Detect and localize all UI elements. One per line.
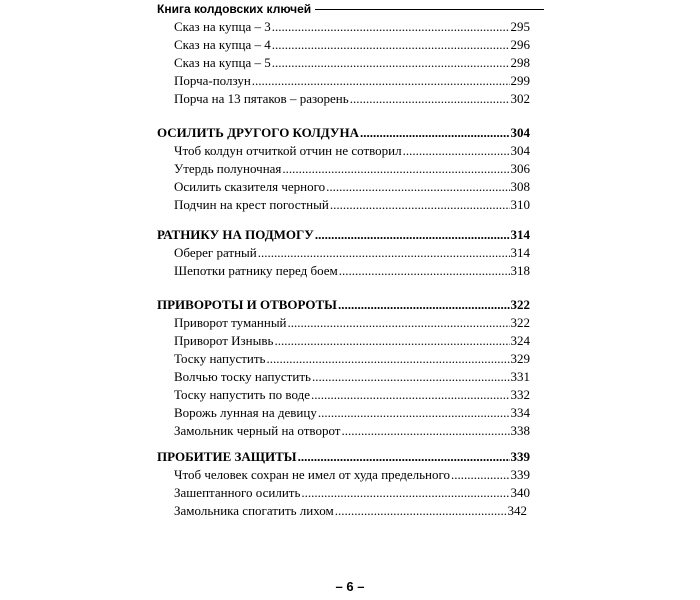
page-ref: 342 <box>507 503 527 518</box>
entry-title: Волчью тоску напустить <box>174 369 311 384</box>
page-ref: 339 <box>510 467 530 482</box>
page-ref: 314 <box>510 245 530 260</box>
page-ref: 334 <box>510 405 530 420</box>
dot-leader <box>272 37 510 53</box>
page-ref: 304 <box>510 143 530 158</box>
entry-title: Порча-ползун <box>174 73 251 88</box>
entry-title: Ворожь лунная на девицу <box>174 405 317 420</box>
dot-leader <box>301 485 509 501</box>
dot-leader <box>339 263 510 279</box>
entry-title: Замольник черный на отворот <box>174 423 341 438</box>
dot-leader <box>326 179 509 195</box>
entry-title: Приворот Изнывь <box>174 333 274 348</box>
toc-entry-row <box>174 91 530 109</box>
page-ref: 338 <box>510 423 530 438</box>
page-ref: 299 <box>510 73 530 88</box>
page-ref: 329 <box>510 351 530 366</box>
toc-entry-row <box>174 333 530 351</box>
dot-leader <box>315 227 510 243</box>
dot-leader <box>274 333 509 349</box>
page-ref: 296 <box>510 37 530 52</box>
toc-section-row <box>157 297 530 315</box>
toc-entry-row <box>174 143 530 161</box>
toc-entry-row <box>174 73 530 91</box>
page-number: – 6 – <box>335 579 365 594</box>
dot-leader <box>272 55 510 71</box>
dot-leader <box>360 125 510 141</box>
toc-entry-row <box>174 467 530 485</box>
toc-entry-row <box>174 351 530 369</box>
dot-leader <box>318 405 510 421</box>
dot-leader <box>272 19 510 35</box>
entry-title: Зашептанного осилить <box>174 485 301 500</box>
toc-entry-row <box>174 55 530 73</box>
dot-leader <box>451 467 509 483</box>
dot-leader <box>350 91 510 107</box>
page-ref: 306 <box>510 161 530 176</box>
section-title: ПРОБИТИЕ ЗАЩИТЫ <box>157 449 297 464</box>
entry-title: Сказ на купца – 5 <box>174 55 271 70</box>
toc-entry-row <box>174 197 530 215</box>
entry-title: Оберег ратный <box>174 245 257 260</box>
page-ref: 322 <box>510 315 530 330</box>
dot-leader <box>282 161 509 177</box>
page-ref: 310 <box>510 197 530 212</box>
page-ref: 318 <box>510 263 530 278</box>
toc-entry-row <box>174 161 530 179</box>
toc-entry-row <box>174 19 530 37</box>
toc-entry-row <box>174 179 530 197</box>
toc-entry-row <box>174 387 530 405</box>
entry-title: Тоску напустить по воде <box>174 387 310 402</box>
dot-leader <box>342 423 510 439</box>
dot-leader <box>338 297 510 313</box>
toc-section-row <box>157 227 530 245</box>
dot-leader <box>330 197 510 213</box>
page-ref: 331 <box>510 369 530 384</box>
page-ref: 339 <box>510 449 530 464</box>
dot-leader <box>403 143 510 159</box>
toc-entry-row <box>174 405 530 423</box>
entry-title: Замольника спогатить лихом <box>174 503 334 518</box>
dot-leader <box>311 387 510 403</box>
toc-entry-row <box>174 263 530 281</box>
dot-leader <box>258 245 510 261</box>
section-title: РАТНИКУ НА ПОДМОГУ <box>157 227 314 242</box>
dot-leader <box>266 351 509 367</box>
dot-leader <box>298 449 510 465</box>
dot-leader <box>335 503 507 519</box>
section-title: ПРИВОРОТЫ И ОТВОРОТЫ <box>157 297 337 312</box>
toc-entry-row <box>174 485 530 503</box>
page-ref: 340 <box>510 485 530 500</box>
toc-section-row <box>157 125 530 143</box>
page-ref: 308 <box>510 179 530 194</box>
entry-title: Сказ на купца – 3 <box>174 19 271 34</box>
page-ref: 332 <box>510 387 530 402</box>
dot-leader <box>312 369 510 385</box>
dot-leader <box>252 73 510 89</box>
dot-leader <box>288 315 510 331</box>
section-title: ОСИЛИТЬ ДРУГОГО КОЛДУНА <box>157 125 359 140</box>
page-ref: 314 <box>510 227 530 242</box>
page-ref: 322 <box>510 297 530 312</box>
entry-title: Чтоб колдун отчиткой отчин не сотворил <box>174 143 402 158</box>
book-title: Книга колдовских ключей <box>157 2 312 16</box>
toc-section-row <box>157 449 530 467</box>
entry-title: Утердь полуночная <box>174 161 282 176</box>
page-ref: 324 <box>510 333 530 348</box>
entry-title: Подчин на крест погостный <box>174 197 329 212</box>
page-ref: 302 <box>510 91 530 106</box>
entry-title: Осилить сказителя черного <box>174 179 326 194</box>
entry-title: Тоску напустить <box>174 351 266 366</box>
toc-entry-row <box>174 245 530 263</box>
page-ref: 304 <box>510 125 530 140</box>
entry-title: Порча на 13 пятаков – разорень <box>174 91 349 106</box>
entry-title: Приворот туманный <box>174 315 287 330</box>
page-ref: 295 <box>510 19 530 34</box>
entry-title: Шепотки ратнику перед боем <box>174 263 338 278</box>
toc-entry-row <box>174 369 530 387</box>
entry-title: Сказ на купца – 4 <box>174 37 271 52</box>
toc-entry-row <box>174 315 530 333</box>
toc-entry-row <box>174 423 530 441</box>
page-ref: 298 <box>510 55 530 70</box>
entry-title: Чтоб человек сохран не имел от худа предельного <box>174 467 451 482</box>
toc-entry-row <box>174 503 527 521</box>
toc-entry-row <box>174 37 530 55</box>
